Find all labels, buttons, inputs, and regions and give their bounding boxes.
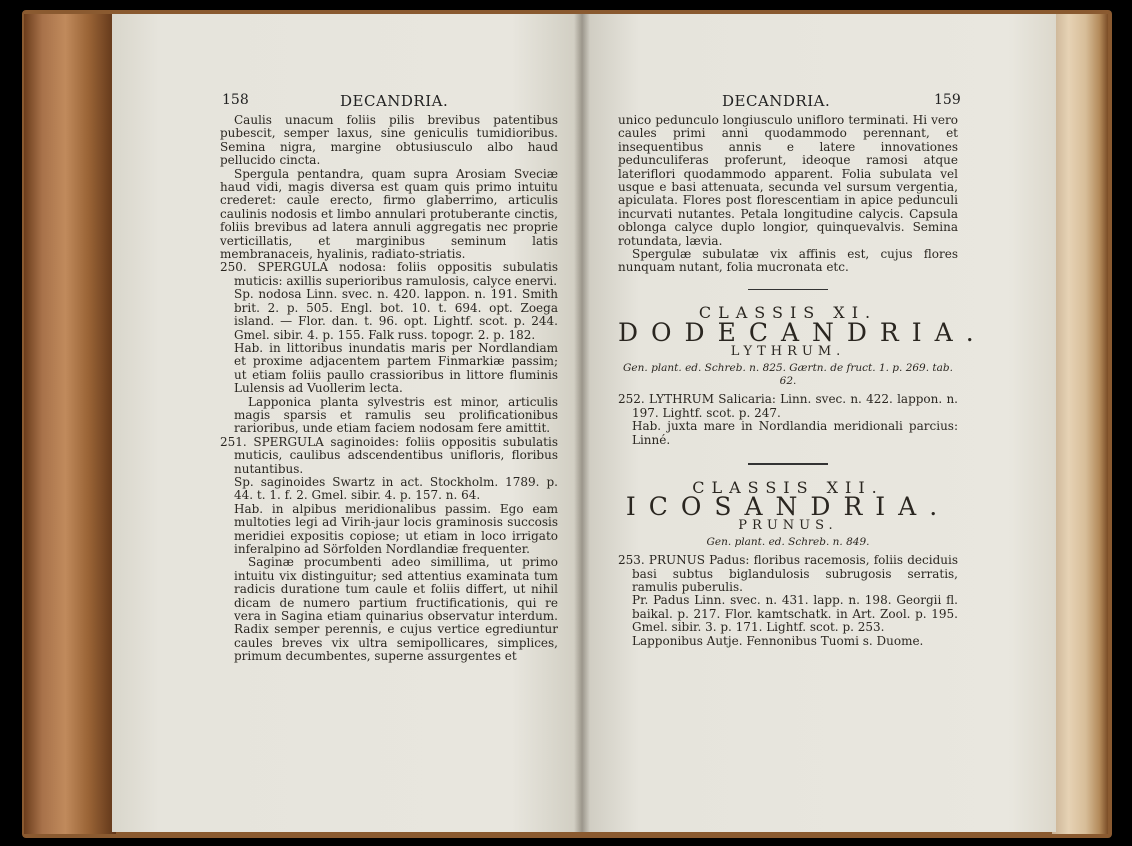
- species-entry: 253. PRUNUS Padus: floribus racemosis, foliis deciduis basi subtus biglandulosis subrugosis serratis, ramulis puberulis.: [618, 553, 958, 594]
- synonyms: Sp. saginoides Swartz in act. Stockholm. 1789. p. 44. t. 1. f. 2. Gmel. sibir. 4. p. 157. n. 64.: [234, 474, 558, 503]
- paragraph: unico pedunculo longiusculo unifloro terminati. Hi vero caules primi anni quodammodo perennant, et insequentibus annis e latere innovationes pedunculiferas proferunt, ideoque ramosi atque lateriflori quodammodo apparent. Folia subulata vel usque e basi attenuata, secunda vel sursum vergentia, apiculata. Flores post florescentiam in apice pedunculi incurvati nutantes. Petala longitudine calycis. Capsula oblonga calyce duplo longior, quinquevalvis. Semina rotundata, lævia.: [618, 113, 958, 248]
- habitat: Hab. juxta mare in Nordlandia meridionali parcius: Linné.: [632, 419, 958, 447]
- genus-reference: Gen. plant. ed. Schreb. n. 825. Gærtn. de fruct. 1. p. 269. tab. 62.: [623, 361, 953, 387]
- running-head-right: DECANDRIA.: [722, 92, 831, 110]
- habitat: Hab. in littoribus inundatis maris per Nordlandiam et proxime adjacentem partem Finmarkiæ passim; ut etiam foliis paullo crassioribus in littore fluminis Lulensis ad Vuollerim lecta.: [234, 340, 558, 396]
- genus-reference: Gen. plant. ed. Schreb. n. 849.: [706, 535, 870, 548]
- genus-heading: LYTHRUM.: [730, 344, 846, 360]
- divider: [748, 463, 828, 465]
- page-edges-left: [24, 14, 116, 834]
- classis-heading: CLASSIS XI.: [698, 303, 878, 323]
- paragraph: Lapponica planta sylvestris est minor, articulis magis sparsis et ramulis seu prolificationibus rarioribus, unde etiam faciem nodosam fere amittit.: [234, 394, 558, 436]
- class-name: DODECANDRIA.: [618, 317, 987, 347]
- right-page: [582, 14, 1056, 832]
- genus-heading: PRUNUS.: [738, 518, 838, 534]
- species-entry: 250. SPERGULA nodosa: foliis oppositis subulatis muticis: axillis superioribus ramulosis, calyce enervi.: [220, 260, 558, 288]
- species-entry: 251. SPERGULA saginoides: foliis oppositis subulatis muticis, caulibus adscendentibus unifloris, floribus nutantibus.: [220, 434, 558, 476]
- left-body: [220, 114, 558, 664]
- right-body: [618, 113, 987, 648]
- synonyms: Pr. Padus Linn. svec. n. 431. lapp. n. 198. Georgii fl. baikal. p. 217. Flor. kamtschatk. in Art. Zool. p. 195. Gmel. sibir. 3. p. 171. Lightf. scot. p. 253.: [632, 593, 958, 635]
- divider: [748, 289, 828, 291]
- left-page: [112, 14, 582, 832]
- synonyms: Sp. nodosa Linn. svec. n. 420. lappon. n. 191. Smith brit. 2. p. 505. Engl. bot. 10. t. 694. opt. Zoega island. — Flor. dan. t. 96. opt. Lightf. scot. p. 244. Gmel. sibir. 4. p. 155. Falk russ. topogr. 2. p. 182.: [234, 287, 558, 342]
- page-edges-right: [1052, 14, 1108, 834]
- paragraph: Spergulæ subulatæ vix affinis est, cujus flores nunquam nutant, folia mucronata etc.: [618, 247, 958, 275]
- vernacular-names: Lapponibus Autje. Fennonibus Tuomi s. Duome.: [632, 633, 924, 648]
- page-number-right: 159: [934, 92, 961, 108]
- species-entry: 252. LYTHRUM Salicaria: Linn. svec. n. 422. lappon. n. 197. Lightf. scot. p. 247.: [618, 392, 958, 420]
- page-number-left: 158: [222, 92, 249, 108]
- paragraph: Caulis unacum foliis pilis brevibus patentibus pubescit, semper laxus, sine geniculis tumidioribus. Semina nigra, margine obtusiusculo albo haud pellucido cincta.: [220, 113, 558, 168]
- book-gutter: [574, 14, 590, 832]
- class-name: ICOSANDRIA.: [625, 491, 951, 521]
- running-head-left: DECANDRIA.: [340, 92, 449, 110]
- classis-heading: CLASSIS XII.: [692, 477, 884, 497]
- habitat: Hab. in alpibus meridionalibus passim. Ego eam multoties legi ad Virih-jaur locis graminosis succosis meridiei expositis copiose; ut etiam in loco irrigato inferalpino ad Sörfolden Nordlandiæ frequenter.: [234, 501, 558, 556]
- paragraph: Spergula pentandra, quam supra Arosiam Sveciæ haud vidi, magis diversa est quam quis primo intuitu crederet: caule erecto, firmo glaberrimo, articulis caulinis nodosis et limbo annulari protuberante cinctis, foliis brevibus ad latera annuli aggregatis nec proprie verticillatis, et marginibus seminum latis membranaceis, hyalinis, radiato-striatis.: [220, 166, 558, 262]
- paragraph: Saginæ procumbenti adeo simillima, ut primo intuitu vix distinguitur; sed attentius examinata tum radicis duratione tum caule et foliis differt, ut nihil dicam de numero partium fructificationis, qui re vera in Sagina etiam quinarius observatur interdum. Radix semper perennis, e cujus vertice egrediuntur caules breves vix ultra semipollicares, simplices, primum decumbentes, superne assurgentes et: [234, 555, 558, 664]
